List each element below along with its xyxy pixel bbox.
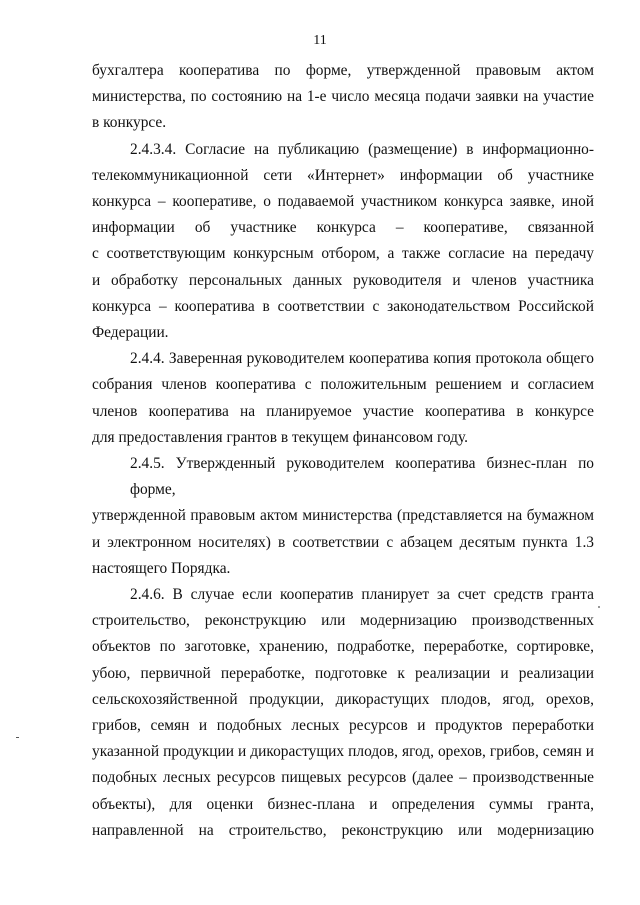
- text-line: сельскохозяйственной продукции, дикорастущих плодов, ягод, орехов,: [92, 690, 594, 708]
- paragraph-2-4-3-4: [92, 137, 594, 347]
- document-body: [92, 58, 594, 844]
- text-line: в конкурсе.: [92, 114, 167, 132]
- text-line: бухгалтера кооператива по форме, утвержденной правовым актом: [92, 62, 594, 79]
- text-line: для предоставления грантов в текущем финансовом году.: [92, 428, 468, 446]
- text-line: и электронном носителях) в соответствии с абзацем десятым пункта 1.3: [92, 533, 594, 551]
- text-line: 2.4.4. Заверенная руководителем кооператива копия протокола общего: [130, 350, 594, 368]
- paragraph-continuation: [92, 58, 594, 137]
- text-line: Федерации.: [92, 324, 169, 342]
- scan-artifact-dot: [598, 606, 600, 608]
- text-line: информации об участнике конкурса – кооперативе, связанной: [92, 219, 594, 237]
- text-line: министерства, по состоянию на 1-е число месяца подачи заявки на участие: [92, 88, 594, 106]
- text-line: членов кооператива на планируемое участие кооператива в конкурсе: [92, 402, 594, 420]
- text-line: конкурса – кооператива в соответствии с законодательством Российской: [92, 297, 594, 315]
- text-line: и обработку персональных данных руководителя и членов участника: [92, 271, 594, 289]
- text-line: убою, первичной переработке, подготовке к реализации и реализации: [92, 664, 594, 682]
- text-line: конкурса – кооперативе, о подаваемой участником конкурса заявке, иной: [92, 193, 594, 211]
- text-line: 2.4.3.4. Согласие на публикацию (размещение) в информационно-: [130, 140, 594, 158]
- text-line: объекты), для оценки бизнес-плана и определения суммы гранта,: [92, 795, 594, 813]
- text-line: с соответствующим конкурсным отбором, а также согласие на передачу: [92, 245, 594, 263]
- text-line: указанной продукции и дикорастущих плодов, ягод, орехов, грибов, семян и: [92, 743, 594, 761]
- text-line: телекоммуникационной сети «Интернет» информации об участнике: [92, 166, 594, 184]
- text-line: подобных лесных ресурсов пищевых ресурсов (далее – производственные: [92, 769, 594, 787]
- text-line: 2.4.5. Утвержденный руководителем кооператива бизнес-план по форме,: [130, 455, 594, 499]
- text-line: направленной на строительство, реконструкцию или модернизацию: [92, 821, 594, 839]
- paragraph-2-4-5: [92, 451, 594, 582]
- scan-artifact-mark: [16, 737, 19, 738]
- page-number: 11: [313, 33, 327, 48]
- text-line: настоящего Порядка.: [92, 559, 231, 577]
- text-line: строительство, реконструкцию или модернизацию производственных: [92, 612, 594, 630]
- paragraph-2-4-6: [92, 582, 594, 844]
- paragraph-2-4-4: [92, 346, 594, 451]
- text-line: объектов по заготовке, хранению, подработке, переработке, сортировке,: [92, 638, 594, 656]
- text-line: грибов, семян и подобных лесных ресурсов и продуктов переработки: [92, 717, 594, 735]
- text-line: 2.4.6. В случае если кооператив планирует за счет средств гранта: [130, 586, 594, 604]
- text-line: собрания членов кооператива с положительным решением и согласием: [92, 376, 594, 394]
- text-line: утвержденной правовым актом министерства (представляется на бумажном: [92, 507, 594, 525]
